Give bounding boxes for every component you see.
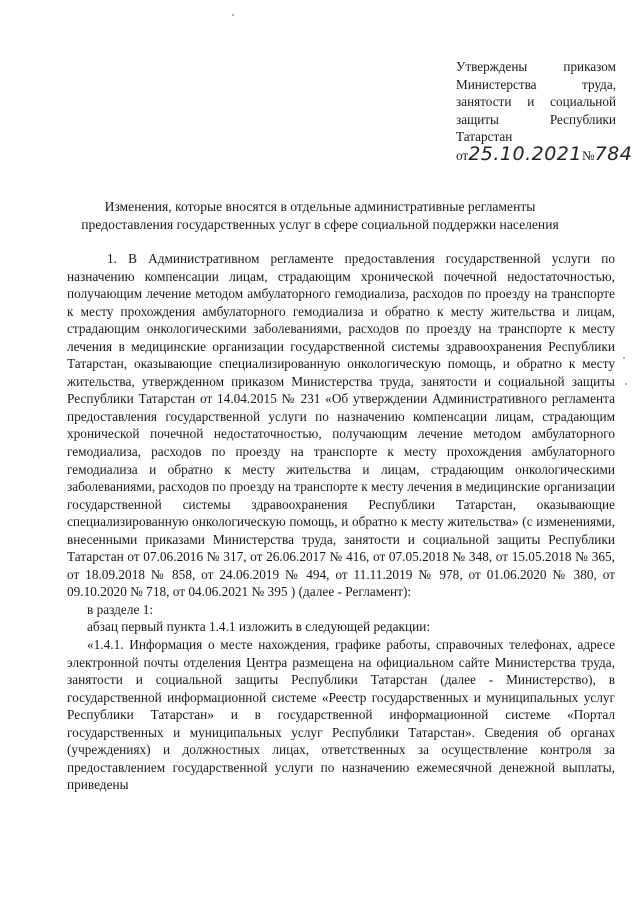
paragraph: 1. В Административном регламенте предоставления государственной услуги по назначению компенсации лицам, страдающим хронической почечной недостаточностью, получающим лечение методом амбулаторного гемодиализа, расходов по проезду на транспорте к месту прохождения амбулаторного гемодиализа и обратно к месту жительства и лицам, страдающим онкологическими заболеваниями, расходов по проезду на транспорте к месту лечения в медицинские организации государственной системы здравоохранения Республики Татарстан, оказывающие специализированную онкологическую помощь, и обратно к месту жительства, утвержденном приказом Министерства труда, занятости и социальной защиты Республики Татарстан от 14.04.2015 № 231 «Об утверждении Административного регламента предоставления государственной услуги по назначению компенсации лицам, страдающим хронической почечной недостаточностью, получающим лечение методом амбулаторного гемодиализа, расходов по проезду на транспорте к месту прохождения амбулаторного гемодиализа и обратно к месту жительства и лицам, страдающим онкологическими заболеваниями, расходов по проезду на транспорте к месту лечения в медицинские организации государственной системы здравоохранения Республики Татарстан, оказывающие специализированную онкологическую помощь, и обратно к месту жительства» (с изменениями, внесенными приказами Министерства труда, занятости и социальной защиты Республики Татарстан от 07.06.2016 № 317, от 26.06.2017 № 416, от 07.05.2018 № 348, от 15.05.2018 № 365, от 18.09.2018 № 858, от 24.06.2019 № 494, от 11.11.2019 № 978, от 01.06.2020 № 380, от 09.10.2020 № 718, от 04.06.2021 № 395 ) (далее - Регламент): [67, 251, 615, 600]
date-prefix: от [456, 147, 469, 163]
scan-speck [625, 383, 627, 385]
approval-line: Утверждены приказом [456, 59, 616, 74]
handwritten-date: 25.10.2021 [468, 142, 582, 165]
approval-line: Татарстан [456, 129, 513, 145]
paragraph: в разделе 1: [87, 601, 154, 617]
handwritten-number: 784 [594, 142, 633, 165]
approval-stamp-block [456, 58, 633, 165]
approval-date-line [456, 142, 633, 165]
approval-line: занятости и социальной [456, 94, 616, 110]
number-prefix: № [581, 147, 595, 163]
approval-line: Министерства труда, [456, 76, 616, 92]
scan-speck [232, 14, 234, 16]
document-title [60, 198, 580, 233]
title-line: Изменения, которые вносятся в отдельные административные регламенты [104, 199, 536, 214]
approval-line: защиты Республики [456, 111, 616, 127]
scan-speck [623, 357, 625, 359]
document-body [67, 250, 615, 794]
paragraph: «1.4.1. Информация о месте нахождения, графике работы, справочных телефонах, адресе электронной почты отделения Центра размещена на официальном сайте Министерства труда, занятости и социальной защиты Республики Татарстан (далее - Министерство), в государственной информационной системе «Реестр государственных и муниципальных услуг Республики Татарстан» и в государственной информационной системе «Портал государственных и муниципальных услуг Республики Татарстан». Сведения об органах (учреждениях) и должностных лицах, ответственных за осуществление контроля за предоставлением государственной услуги по назначению ежемесячной денежной выплаты, приведены [67, 637, 615, 793]
title-line: предоставления государственных услуг в сфере социальной поддержки населения [81, 216, 559, 232]
paragraph: абзац первый пункта 1.4.1 изложить в следующей редакции: [87, 619, 431, 635]
